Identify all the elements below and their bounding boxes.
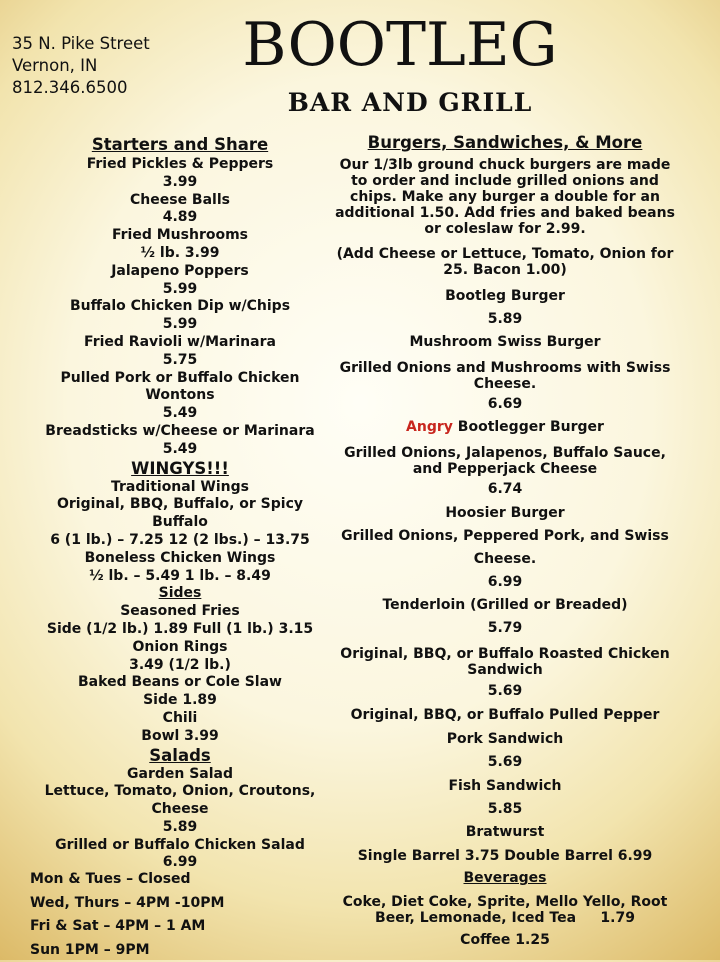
- menu-line: Original, BBQ, Buffalo, or Spicy: [40, 496, 320, 514]
- menu-line: Baked Beans or Cole Slaw: [40, 674, 320, 692]
- angry-name-rest: Bootlegger Burger: [453, 419, 604, 435]
- price-tenderloin: 5.79: [330, 617, 680, 640]
- price-mushroom-swiss: 6.69: [330, 392, 680, 416]
- address-block: [12, 33, 150, 99]
- menu-line: Seasoned Fries: [40, 603, 320, 621]
- price-roasted-chicken: 5.69: [330, 678, 680, 704]
- price-fish-sandwich: 5.85: [330, 798, 680, 821]
- menu-price: 5.75: [40, 352, 320, 370]
- burgers-intro: Our 1/3lb ground chuck burgers are made to order and include grilled onions and chips. Make any burger a double for an additional 1.50. Add fries and baked beans or coleslaw for 2.99.: [330, 157, 680, 237]
- menu-line: Pulled Pork or Buffalo Chicken: [40, 370, 320, 388]
- menu-price: Side 1.89: [40, 692, 320, 710]
- desc-mushroom-swiss: Grilled Onions and Mushrooms with Swiss Cheese.: [330, 354, 680, 392]
- salads-list: [40, 766, 320, 873]
- menu-line: Fried Ravioli w/Marinara: [40, 334, 320, 352]
- menu-price: ½ lb. – 5.49 1 lb. – 8.49: [40, 568, 320, 586]
- left-menu-column: [40, 134, 320, 872]
- price-hoosier-burger: 6.99: [330, 571, 680, 594]
- menu-line: Grilled or Buffalo Chicken Salad: [40, 837, 320, 855]
- menu-line: Buffalo: [40, 514, 320, 532]
- item-pulled-pork-line1: Original, BBQ, or Buffalo Pulled Pepper: [330, 704, 680, 727]
- burgers-addons: (Add Cheese or Lettuce, Tomato, Onion for 25. Bacon 1.00): [330, 246, 680, 278]
- section-heading-salads: Salads: [40, 746, 320, 766]
- menu-line: Onion Rings: [40, 639, 320, 657]
- menu-price: 5.99: [40, 281, 320, 299]
- starters-list: [40, 156, 320, 459]
- menu-price: 5.49: [40, 405, 320, 423]
- item-bootleg-burger: Bootleg Burger: [330, 285, 680, 308]
- menu-line: Fried Pickles & Peppers: [40, 156, 320, 174]
- menu-line: Cheese Balls: [40, 192, 320, 210]
- menu-line: Cheese: [40, 801, 320, 819]
- menu-price: 3.49 (1/2 lb.): [40, 657, 320, 675]
- item-mushroom-swiss: Mushroom Swiss Burger: [330, 331, 680, 354]
- section-heading-burgers: Burgers, Sandwiches, & More: [330, 133, 680, 153]
- brand-title: BOOTLEG: [150, 10, 650, 80]
- street-address: 35 N. Pike Street: [12, 33, 150, 55]
- price-angry-bootlegger: 6.74: [330, 477, 680, 501]
- item-pulled-pork-line2: Pork Sandwich: [330, 727, 680, 751]
- menu-line: Buffalo Chicken Dip w/Chips: [40, 298, 320, 316]
- sides-list: [40, 603, 320, 745]
- menu-price: 6.99: [40, 854, 320, 872]
- menu-line: Wontons: [40, 387, 320, 405]
- section-heading-beverages: Beverages: [330, 868, 680, 888]
- menu-price: ½ lb. 3.99: [40, 245, 320, 263]
- menu-line: Garden Salad: [40, 766, 320, 784]
- menu-price: 3.99: [40, 174, 320, 192]
- angry-word: Angry: [406, 419, 453, 435]
- city-state: Vernon, IN: [12, 55, 150, 77]
- menu-price: 5.49: [40, 441, 320, 459]
- right-menu-column: [330, 133, 680, 952]
- section-heading-starters: Starters and Share: [40, 134, 320, 156]
- menu-price: 5.99: [40, 316, 320, 334]
- menu-price: 4.89: [40, 209, 320, 227]
- price-bootleg-burger: 5.89: [330, 308, 680, 331]
- menu-price: 5.89: [40, 819, 320, 837]
- menu-line: Lettuce, Tomato, Onion, Croutons,: [40, 783, 320, 801]
- desc-hoosier-burger: Grilled Onions, Peppered Pork, and Swiss Cheese.: [330, 525, 680, 571]
- menu-line: Boneless Chicken Wings: [40, 550, 320, 568]
- section-heading-sides: Sides: [40, 585, 320, 603]
- hours-block: [30, 868, 224, 962]
- wingys-list: [40, 479, 320, 586]
- price-bratwurst: Single Barrel 3.75 Double Barrel 6.99: [330, 844, 680, 868]
- menu-price: Side (1/2 lb.) 1.89 Full (1 lb.) 3.15: [40, 621, 320, 639]
- hours-line: Mon & Tues – Closed: [30, 868, 224, 892]
- hours-line: Wed, Thurs – 4PM -10PM: [30, 892, 224, 916]
- menu-line: Jalapeno Poppers: [40, 263, 320, 281]
- hours-line: Fri & Sat – 4PM – 1 AM: [30, 915, 224, 939]
- coffee-price: Coffee 1.25: [330, 926, 680, 952]
- menu-price: Bowl 3.99: [40, 728, 320, 746]
- menu-line: Fried Mushrooms: [40, 227, 320, 245]
- menu-line: Chili: [40, 710, 320, 728]
- menu-line: Breadsticks w/Cheese or Marinara: [40, 423, 320, 441]
- desc-angry-bootlegger: Grilled Onions, Jalapenos, Buffalo Sauce, and Pepperjack Cheese: [330, 439, 680, 477]
- phone-number: 812.346.6500: [12, 77, 150, 99]
- item-bratwurst: Bratwurst: [330, 821, 680, 844]
- section-heading-wingys: WINGYS!!!: [40, 459, 320, 479]
- beverages-list: Coke, Diet Coke, Sprite, Mello Yello, Root Beer, Lemonade, Iced Tea 1.79: [330, 894, 680, 926]
- price-pulled-pork: 5.69: [330, 751, 680, 774]
- hours-line: Sun 1PM – 9PM: [30, 939, 224, 962]
- item-tenderloin: Tenderloin (Grilled or Breaded): [330, 594, 680, 617]
- item-fish-sandwich: Fish Sandwich: [330, 774, 680, 798]
- menu-line: Traditional Wings: [40, 479, 320, 497]
- item-roasted-chicken: Original, BBQ, or Buffalo Roasted Chicken Sandwich: [330, 640, 680, 678]
- menu-price: 6 (1 lb.) – 7.25 12 (2 lbs.) – 13.75: [40, 532, 320, 550]
- item-hoosier-burger: Hoosier Burger: [330, 501, 680, 525]
- item-angry-bootlegger: [330, 416, 680, 439]
- brand-tagline: BAR AND GRILL: [160, 88, 660, 117]
